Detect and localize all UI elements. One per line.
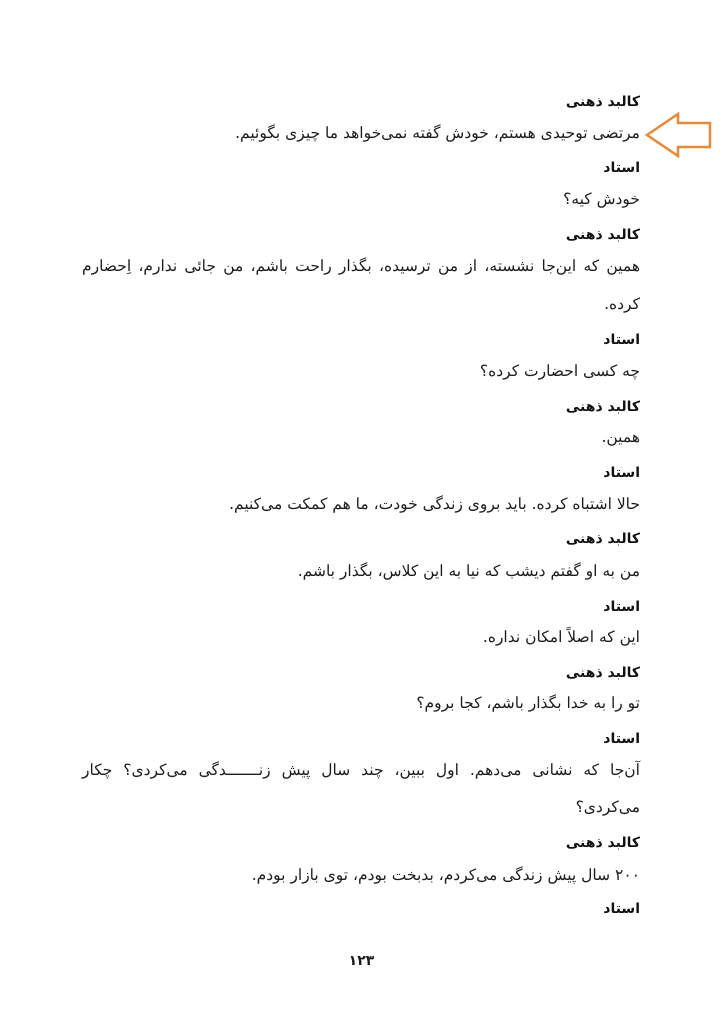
speech-line: کرده. (604, 295, 640, 313)
arrow-left-icon (644, 110, 714, 160)
speaker-label: استاد (603, 160, 640, 176)
speech-line: من به او گفتم دیشب که نیا به این کلاس، بگذار باشم. (297, 562, 640, 580)
speech-line: این که اصلاً امکان نداره. (482, 628, 640, 646)
speaker-label: استاد (603, 465, 640, 481)
speech-line: آن‌جا که نشانی می‌دهم. اول ببین، چند سال پیش زنـــــــدگی می‌کردی؟ چکار (82, 761, 640, 779)
speaker-label: کالبد ذهنی (565, 399, 640, 415)
speech-line: مرتضی توحیدی هستم، خودش گفته نمی‌خواهد ما چیزی بگوئیم. (235, 124, 640, 142)
speaker-label: استاد (603, 332, 640, 348)
speaker-label: کالبد ذهنی (565, 531, 640, 547)
page-number: ۱۲۳ (348, 953, 375, 969)
speaker-label: استاد (603, 731, 640, 747)
speaker-label: کالبد ذهنی (565, 835, 640, 851)
speech-line: خودش کیه؟ (563, 190, 640, 208)
speech-line: می‌کردی؟ (575, 798, 640, 816)
speaker-label: استاد (603, 599, 640, 615)
speech-line: همین. (601, 428, 640, 446)
speaker-label: کالبد ذهنی (565, 94, 640, 110)
speech-line: حالا اشتباه کرده. باید بروی زندگی خودت، ما هم کمکت می‌کنیم. (229, 495, 640, 513)
speech-line: ۲۰۰ سال پیش زندگی می‌کردم، بدبخت بودم، توی بازار بودم. (251, 866, 640, 884)
speech-line: چه کسی احضارت کرده؟ (479, 362, 640, 380)
speaker-label: کالبد ذهنی (565, 665, 640, 681)
speech-line: تو را به خدا بگذار باشم، کجا بروم؟ (416, 694, 640, 712)
speech-line: همین که این‌جا نشسته، از من ترسیده، بگذار راحت باشم، من جائی ندارم، اِحضارم (82, 257, 640, 275)
speaker-label: کالبد ذهنی (565, 227, 640, 243)
speaker-label: استاد (603, 901, 640, 917)
